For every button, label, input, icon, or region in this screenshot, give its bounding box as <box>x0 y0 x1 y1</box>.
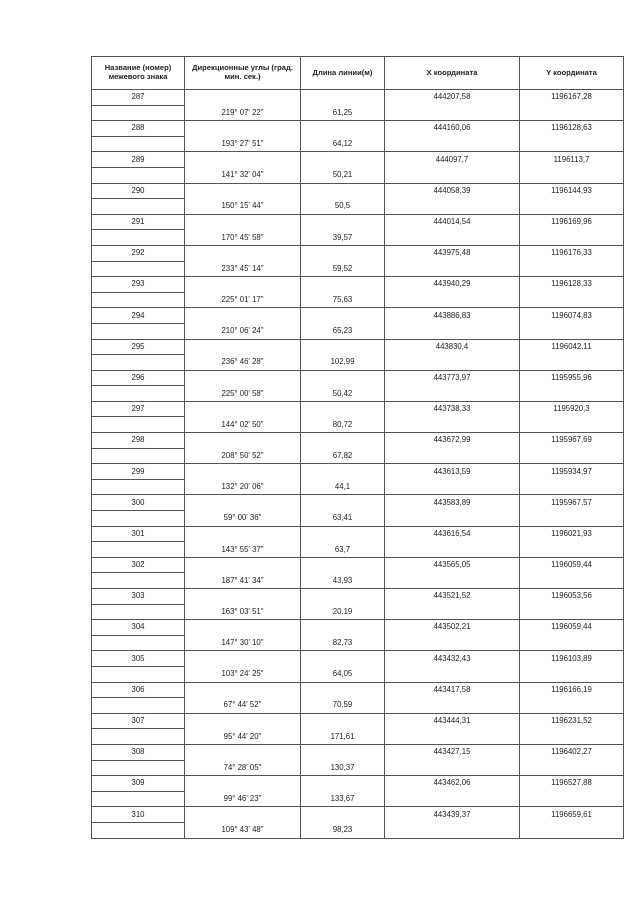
segment-row <box>92 698 624 714</box>
direction-angle-cell: 150° 15' 44" <box>185 199 301 215</box>
empty-cell <box>385 542 520 558</box>
direction-angle-cell: 193° 27' 51" <box>185 136 301 152</box>
table-body <box>92 90 624 839</box>
empty-cell <box>185 370 301 386</box>
empty-cell <box>385 261 520 277</box>
empty-cell <box>185 464 301 480</box>
y-coordinate-cell: 1196659,61 <box>520 807 624 823</box>
segment-row <box>92 604 624 620</box>
x-coordinate-cell: 443565,05 <box>385 557 520 573</box>
segment-row <box>92 729 624 745</box>
empty-cell <box>520 604 624 620</box>
empty-cell <box>385 791 520 807</box>
point-row <box>92 401 624 417</box>
y-coordinate-cell: 1196128,33 <box>520 277 624 293</box>
segment-row <box>92 199 624 215</box>
empty-cell <box>301 152 385 168</box>
empty-cell <box>92 698 185 714</box>
line-length-cell: 64,05 <box>301 666 385 682</box>
empty-cell <box>520 417 624 433</box>
empty-cell <box>185 713 301 729</box>
empty-cell <box>301 90 385 106</box>
x-coordinate-cell: 443432,43 <box>385 651 520 667</box>
empty-cell <box>185 152 301 168</box>
y-coordinate-cell: 1196176,33 <box>520 245 624 261</box>
point-row <box>92 620 624 636</box>
empty-cell <box>301 776 385 792</box>
empty-cell <box>520 355 624 371</box>
point-row <box>92 90 624 106</box>
empty-cell <box>301 277 385 293</box>
empty-cell <box>385 417 520 433</box>
direction-angle-cell: 208° 50' 52" <box>185 448 301 464</box>
x-coordinate-cell: 443773,97 <box>385 370 520 386</box>
header-x: X координата <box>385 57 520 90</box>
x-coordinate-cell: 443975,48 <box>385 245 520 261</box>
segment-row <box>92 167 624 183</box>
empty-cell <box>520 448 624 464</box>
x-coordinate-cell: 444160,06 <box>385 121 520 137</box>
line-length-cell: 39,57 <box>301 230 385 246</box>
line-length-cell: 80,72 <box>301 417 385 433</box>
empty-cell <box>385 698 520 714</box>
y-coordinate-cell: 1196042,11 <box>520 339 624 355</box>
empty-cell <box>301 370 385 386</box>
empty-cell <box>92 167 185 183</box>
point-name-cell: 301 <box>92 526 185 542</box>
empty-cell <box>385 230 520 246</box>
point-name-cell: 290 <box>92 183 185 199</box>
empty-cell <box>520 105 624 121</box>
x-coordinate-cell: 443616,54 <box>385 526 520 542</box>
direction-angle-cell: 170° 45' 58" <box>185 230 301 246</box>
y-coordinate-cell: 1196103,89 <box>520 651 624 667</box>
empty-cell <box>92 635 185 651</box>
empty-cell <box>185 620 301 636</box>
empty-cell <box>301 557 385 573</box>
empty-cell <box>301 401 385 417</box>
empty-cell <box>92 386 185 402</box>
line-length-cell: 65,23 <box>301 323 385 339</box>
direction-angle-cell: 144° 02' 50" <box>185 417 301 433</box>
segment-row <box>92 292 624 308</box>
empty-cell <box>92 417 185 433</box>
x-coordinate-cell: 443417,58 <box>385 682 520 698</box>
x-coordinate-cell: 443439,37 <box>385 807 520 823</box>
empty-cell <box>385 604 520 620</box>
empty-cell <box>385 666 520 682</box>
direction-angle-cell: 109° 43' 48" <box>185 822 301 838</box>
line-length-cell: 43,93 <box>301 573 385 589</box>
empty-cell <box>385 573 520 589</box>
point-name-cell: 295 <box>92 339 185 355</box>
y-coordinate-cell: 1196166,19 <box>520 682 624 698</box>
line-length-cell: 50,42 <box>301 386 385 402</box>
point-name-cell: 303 <box>92 589 185 605</box>
point-name-cell: 308 <box>92 744 185 760</box>
line-length-cell: 67,82 <box>301 448 385 464</box>
empty-cell <box>301 245 385 261</box>
point-row <box>92 433 624 449</box>
direction-angle-cell: 95° 44' 20" <box>185 729 301 745</box>
empty-cell <box>185 526 301 542</box>
empty-cell <box>301 308 385 324</box>
empty-cell <box>92 760 185 776</box>
point-name-cell: 296 <box>92 370 185 386</box>
empty-cell <box>385 729 520 745</box>
segment-row <box>92 573 624 589</box>
segment-row <box>92 448 624 464</box>
line-length-cell: 44,1 <box>301 479 385 495</box>
x-coordinate-cell: 444014,54 <box>385 214 520 230</box>
empty-cell <box>385 386 520 402</box>
point-name-cell: 306 <box>92 682 185 698</box>
empty-cell <box>385 136 520 152</box>
x-coordinate-cell: 444097,7 <box>385 152 520 168</box>
line-length-cell: 50,5 <box>301 199 385 215</box>
empty-cell <box>385 355 520 371</box>
line-length-cell: 61,25 <box>301 105 385 121</box>
y-coordinate-cell: 1195967,57 <box>520 495 624 511</box>
empty-cell <box>385 292 520 308</box>
point-row <box>92 121 624 137</box>
empty-cell <box>92 230 185 246</box>
point-row <box>92 370 624 386</box>
empty-cell <box>92 729 185 745</box>
empty-cell <box>520 261 624 277</box>
empty-cell <box>92 292 185 308</box>
point-row <box>92 495 624 511</box>
empty-cell <box>520 573 624 589</box>
x-coordinate-cell: 443462,06 <box>385 776 520 792</box>
empty-cell <box>301 807 385 823</box>
line-length-cell: 70,59 <box>301 698 385 714</box>
header-length: Длина линии(м) <box>301 57 385 90</box>
direction-angle-cell: 143° 55' 37" <box>185 542 301 558</box>
empty-cell <box>520 791 624 807</box>
empty-cell <box>92 448 185 464</box>
line-length-cell: 75,63 <box>301 292 385 308</box>
y-coordinate-cell: 1196128,63 <box>520 121 624 137</box>
point-name-cell: 287 <box>92 90 185 106</box>
direction-angle-cell: 187° 41' 34" <box>185 573 301 589</box>
direction-angle-cell: 163° 03' 51" <box>185 604 301 620</box>
line-length-cell: 171,61 <box>301 729 385 745</box>
segment-row <box>92 666 624 682</box>
x-coordinate-cell: 443427,15 <box>385 744 520 760</box>
point-row <box>92 682 624 698</box>
empty-cell <box>185 495 301 511</box>
point-name-cell: 291 <box>92 214 185 230</box>
empty-cell <box>520 199 624 215</box>
line-length-cell: 130,37 <box>301 760 385 776</box>
direction-angle-cell: 67° 44' 52" <box>185 698 301 714</box>
y-coordinate-cell: 1195967,69 <box>520 433 624 449</box>
point-row <box>92 277 624 293</box>
point-row <box>92 183 624 199</box>
y-coordinate-cell: 1196059,44 <box>520 620 624 636</box>
segment-row <box>92 386 624 402</box>
empty-cell <box>185 183 301 199</box>
y-coordinate-cell: 1196053,56 <box>520 589 624 605</box>
empty-cell <box>385 479 520 495</box>
y-coordinate-cell: 1195934,97 <box>520 464 624 480</box>
point-name-cell: 288 <box>92 121 185 137</box>
direction-angle-cell: 74° 28' 05" <box>185 760 301 776</box>
empty-cell <box>520 760 624 776</box>
point-row <box>92 651 624 667</box>
empty-cell <box>385 822 520 838</box>
empty-cell <box>92 511 185 527</box>
point-row <box>92 776 624 792</box>
empty-cell <box>185 744 301 760</box>
empty-cell <box>520 666 624 682</box>
y-coordinate-cell: 1195955,96 <box>520 370 624 386</box>
segment-row <box>92 230 624 246</box>
empty-cell <box>301 651 385 667</box>
empty-cell <box>185 557 301 573</box>
empty-cell <box>185 776 301 792</box>
point-name-cell: 298 <box>92 433 185 449</box>
point-name-cell: 304 <box>92 620 185 636</box>
y-coordinate-cell: 1196527,88 <box>520 776 624 792</box>
y-coordinate-cell: 1196169,96 <box>520 214 624 230</box>
empty-cell <box>185 682 301 698</box>
point-row <box>92 245 624 261</box>
point-name-cell: 292 <box>92 245 185 261</box>
point-row <box>92 744 624 760</box>
empty-cell <box>301 121 385 137</box>
point-row <box>92 526 624 542</box>
segment-row <box>92 635 624 651</box>
point-row <box>92 214 624 230</box>
point-row <box>92 589 624 605</box>
line-length-cell: 82,73 <box>301 635 385 651</box>
segment-row <box>92 323 624 339</box>
empty-cell <box>92 105 185 121</box>
empty-cell <box>385 167 520 183</box>
empty-cell <box>185 339 301 355</box>
empty-cell <box>92 479 185 495</box>
segment-row <box>92 355 624 371</box>
direction-angle-cell: 99° 46' 23" <box>185 791 301 807</box>
line-length-cell: 102,99 <box>301 355 385 371</box>
segment-row <box>92 822 624 838</box>
empty-cell <box>520 698 624 714</box>
header-angles: Дирекционные углы (град. мин. сек.) <box>185 57 301 90</box>
x-coordinate-cell: 443583,89 <box>385 495 520 511</box>
empty-cell <box>92 542 185 558</box>
y-coordinate-cell: 1195920,3 <box>520 401 624 417</box>
direction-angle-cell: 147° 30' 10" <box>185 635 301 651</box>
direction-angle-cell: 225° 01' 17" <box>185 292 301 308</box>
point-name-cell: 309 <box>92 776 185 792</box>
point-name-cell: 293 <box>92 277 185 293</box>
x-coordinate-cell: 443502,21 <box>385 620 520 636</box>
empty-cell <box>185 277 301 293</box>
x-coordinate-cell: 443738,33 <box>385 401 520 417</box>
empty-cell <box>301 214 385 230</box>
point-name-cell: 300 <box>92 495 185 511</box>
x-coordinate-cell: 444207,58 <box>385 90 520 106</box>
segment-row <box>92 261 624 277</box>
header-name: Название (номер) межевого знака <box>92 57 185 90</box>
empty-cell <box>92 355 185 371</box>
y-coordinate-cell: 1196113,7 <box>520 152 624 168</box>
line-length-cell: 98,23 <box>301 822 385 838</box>
empty-cell <box>185 121 301 137</box>
segment-row <box>92 791 624 807</box>
empty-cell <box>301 183 385 199</box>
empty-cell <box>301 526 385 542</box>
x-coordinate-cell: 443521,52 <box>385 589 520 605</box>
x-coordinate-cell: 444058,39 <box>385 183 520 199</box>
empty-cell <box>520 167 624 183</box>
empty-cell <box>520 511 624 527</box>
point-row <box>92 557 624 573</box>
empty-cell <box>520 323 624 339</box>
point-name-cell: 297 <box>92 401 185 417</box>
empty-cell <box>92 261 185 277</box>
y-coordinate-cell: 1196021,93 <box>520 526 624 542</box>
boundary-coordinates-table <box>91 56 624 839</box>
empty-cell <box>520 136 624 152</box>
y-coordinate-cell: 1196074,83 <box>520 308 624 324</box>
segment-row <box>92 542 624 558</box>
empty-cell <box>185 90 301 106</box>
empty-cell <box>520 386 624 402</box>
x-coordinate-cell: 443613,59 <box>385 464 520 480</box>
line-length-cell: 63,41 <box>301 511 385 527</box>
point-name-cell: 302 <box>92 557 185 573</box>
empty-cell <box>520 635 624 651</box>
direction-angle-cell: 132° 20' 06" <box>185 479 301 495</box>
x-coordinate-cell: 443672,99 <box>385 433 520 449</box>
empty-cell <box>92 136 185 152</box>
y-coordinate-cell: 1196144,93 <box>520 183 624 199</box>
empty-cell <box>301 620 385 636</box>
y-coordinate-cell: 1196167,28 <box>520 90 624 106</box>
empty-cell <box>92 199 185 215</box>
point-row <box>92 339 624 355</box>
empty-cell <box>301 589 385 605</box>
point-name-cell: 294 <box>92 308 185 324</box>
empty-cell <box>301 495 385 511</box>
line-length-cell: 133,67 <box>301 791 385 807</box>
y-coordinate-cell: 1196402,27 <box>520 744 624 760</box>
segment-row <box>92 479 624 495</box>
direction-angle-cell: 141° 32' 04" <box>185 167 301 183</box>
point-row <box>92 464 624 480</box>
empty-cell <box>385 511 520 527</box>
point-name-cell: 299 <box>92 464 185 480</box>
direction-angle-cell: 219° 07' 22" <box>185 105 301 121</box>
y-coordinate-cell: 1196231,52 <box>520 713 624 729</box>
x-coordinate-cell: 443940,29 <box>385 277 520 293</box>
empty-cell <box>185 807 301 823</box>
empty-cell <box>92 666 185 682</box>
point-name-cell: 305 <box>92 651 185 667</box>
empty-cell <box>185 433 301 449</box>
direction-angle-cell: 236° 46' 28" <box>185 355 301 371</box>
x-coordinate-cell: 443444,31 <box>385 713 520 729</box>
y-coordinate-cell: 1196059,44 <box>520 557 624 573</box>
empty-cell <box>92 791 185 807</box>
empty-cell <box>92 323 185 339</box>
direction-angle-cell: 59° 00' 36" <box>185 511 301 527</box>
empty-cell <box>92 573 185 589</box>
point-row <box>92 152 624 168</box>
direction-angle-cell: 103° 24' 25" <box>185 666 301 682</box>
direction-angle-cell: 210° 06' 24" <box>185 323 301 339</box>
empty-cell <box>520 292 624 308</box>
empty-cell <box>185 589 301 605</box>
point-name-cell: 307 <box>92 713 185 729</box>
empty-cell <box>185 245 301 261</box>
header-y: Y координата <box>520 57 624 90</box>
empty-cell <box>520 230 624 246</box>
empty-cell <box>185 308 301 324</box>
point-row <box>92 308 624 324</box>
line-length-cell: 64,12 <box>301 136 385 152</box>
empty-cell <box>185 401 301 417</box>
point-row <box>92 713 624 729</box>
point-name-cell: 289 <box>92 152 185 168</box>
empty-cell <box>301 713 385 729</box>
empty-cell <box>185 214 301 230</box>
empty-cell <box>301 464 385 480</box>
empty-cell <box>385 199 520 215</box>
empty-cell <box>520 729 624 745</box>
empty-cell <box>520 542 624 558</box>
direction-angle-cell: 233° 45' 14" <box>185 261 301 277</box>
empty-cell <box>92 604 185 620</box>
empty-cell <box>185 651 301 667</box>
empty-cell <box>301 744 385 760</box>
x-coordinate-cell: 443886,83 <box>385 308 520 324</box>
line-length-cell: 59,52 <box>301 261 385 277</box>
point-row <box>92 807 624 823</box>
segment-row <box>92 760 624 776</box>
x-coordinate-cell: 443830,4 <box>385 339 520 355</box>
table-header-row <box>92 57 624 90</box>
empty-cell <box>301 682 385 698</box>
empty-cell <box>520 822 624 838</box>
segment-row <box>92 511 624 527</box>
empty-cell <box>520 479 624 495</box>
direction-angle-cell: 225° 00' 58" <box>185 386 301 402</box>
line-length-cell: 50,21 <box>301 167 385 183</box>
line-length-cell: 20,19 <box>301 604 385 620</box>
segment-row <box>92 105 624 121</box>
line-length-cell: 63,7 <box>301 542 385 558</box>
segment-row <box>92 417 624 433</box>
empty-cell <box>92 822 185 838</box>
empty-cell <box>385 635 520 651</box>
point-name-cell: 310 <box>92 807 185 823</box>
empty-cell <box>385 105 520 121</box>
empty-cell <box>301 339 385 355</box>
empty-cell <box>385 448 520 464</box>
empty-cell <box>385 323 520 339</box>
empty-cell <box>385 760 520 776</box>
segment-row <box>92 136 624 152</box>
empty-cell <box>301 433 385 449</box>
